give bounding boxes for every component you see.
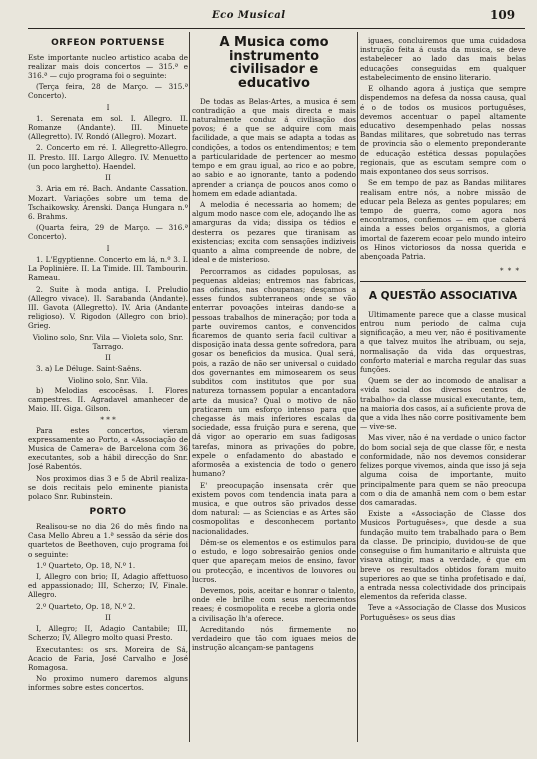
- paragraph: b) Melodias escocêsas. I. Flores campestres. II. Agradavel amanhecer de Maio. III. Giga. Gilson.: [28, 385, 188, 414]
- musica-article-continuation: [360, 36, 526, 261]
- header-rule: [28, 28, 525, 29]
- paragraph: 3. Aria em ré. Bach. Andante Cassation. Mozart. Variações sobre um tema de Tschaikowsky. Arenski. Dança Hungara n.º 6. Brahms.: [28, 184, 188, 222]
- section-rule: [360, 281, 526, 282]
- page-number: 109: [490, 8, 516, 22]
- paragraph: Violino solo, Snr. Vila.: [68, 375, 148, 385]
- paragraph: I, Allegro con brio; II, Adagio affettuoso ed appassionado; III, Scherzo; IV, Finale. Allegro.: [28, 571, 188, 600]
- paragraph: (Terça feira, 28 de Março. — 315.ª Concerto).: [28, 82, 188, 101]
- paragraph: I: [106, 102, 110, 112]
- paragraph: Ultimamente parece que a classe musical entrou num periodo de calma cuja significação, a meu ver, não é positivamente a que talvez muitos lhe atribuam, ou seja, normalisação da vida das orquestras, conforto material e marcha regular das suas funções.: [360, 309, 526, 374]
- paragraph: 2. Concerto em ré. I. Allegretto-Allegro. II. Presto. III. Largo Allegro. IV. Menuetto (un poco larghetto). Haendel.: [28, 143, 188, 171]
- paragraph: I, Allegro; II, Adagio Cantabile; III, Scherzo; IV, Allegro molto quasi Presto.: [28, 624, 188, 643]
- paragraph: iguaes, concluiremos que uma cuidadosa instrução feita á custa da musica, se deve estabelecer ao lado das mais belas educações conseguidas em qualquer estabelecimento de ensino literario.: [360, 36, 526, 82]
- column-divider-right: [357, 32, 358, 742]
- paragraph: 2.º Quarteto, Op. 18, N.º 2.: [36, 601, 136, 611]
- paragraph: Devemos, pois, aceitar e honrar o talento, onde ele brilhe com seus merecimentos reaes; é cosmopolita e recebe a gloria onde a civilisação lh'a oferece.: [192, 585, 356, 623]
- paragraph: Se em tempo de paz as Bandas militares realisam entre nós, a nobre missão de educar pela Beleza as gentes populares; em tempo de guerra, como agora nos encontramos, confiemos — em que caberá ainda a esses belos organismos, a gloria imortal de fazerem ecoar pelo mundo inteiro os Hinos victoriosos da nossa querida e abençoada Patria.: [360, 178, 526, 262]
- paragraph: II: [105, 612, 111, 622]
- paragraph: 1. Serenata em sol. I. Allegro. II. Romanze (Andante). III. Minuete (Allegretto). IV. Rondó (Allegro). Mozart.: [28, 113, 188, 142]
- paragraph: Percorramos as cidades populosas, as pequenas aldeias; entremos nas fabricas, nas oficinas, nas choupanas; desçamos a esses fundos subterraneos onde se vão enterrar povoações inteiras dando-se a pessoas trabalhos de mineração; por toda a parte ouviremos cantos, e convencidos ficaremos de quanto seria facil cultivar a disposição inata dessa gente sofredora, para gosar os beneficios da musica. Qual será, pois, a razão de não ser universal o cuidado dos governantes em mimosearem os seus subditos com institutos que por sua natureza tornassem popular a encantadora arte da musica? Qual o motivo de não praticarem um esforço intenso para que chegasse ás mais inferiores escalas da sociedade, essa fruição pura e serena, que dá vigor ao operario em suas fadigosas tarefas, minora as privações do pobre, expele o enfadamento do abastado e aformosêa a existencia de todo o genero humano?: [192, 266, 356, 479]
- column-middle: [192, 36, 356, 740]
- paragraph: Executantes: os srs. Moreira de Sá, Acacio de Faria, José Carvalho e José Romagosa.: [28, 644, 188, 672]
- paragraph: Para estes concertos, vieram expressamente ao Porto, a «Associação de Musica de Camera» de Barcelona com 36 executantes, sob a hábil direcção do Snr. José Rabentós.: [28, 425, 188, 472]
- paragraph: Violino solo, Snr. Vila — Violeta solo, Snr. Tarrago.: [32, 332, 184, 351]
- paragraph: De todas as Belas-Artes, a musica é sem contradição a que mais directa e mais naturalmente conduz á civilisação dos povos; é a que se adquire com mais facilidade, a que mais se adapta a todas as condições, a todos os entendimentos; e tem a particularidade de pertencer ao mesmo tempo e em grau igual, ao rico e ao pobre, ao sabio e ao ignorante, tanto a podendo aprender a criança de poucos anos como o homem em edade adiantada.: [192, 96, 356, 198]
- section-title-porto: PORTO: [89, 507, 127, 518]
- column-right: [360, 36, 526, 740]
- paragraph: II: [105, 173, 111, 183]
- running-title: Eco Musical: [212, 10, 286, 21]
- porto-article-body: [28, 522, 188, 693]
- paragraph: 2. Suite à moda antiga. I. Preludio (Allegro vivace). II. Sarabanda (Andante). III. Gavota (Allegretto). IV. Aria (Andante religioso). V. Rigodon (Allegro con brio). Grieg.: [28, 284, 188, 331]
- paragraph: E' preocupação insensata crêr que existem povos com tendencia inata para a musica, e que outros são privados desse dom natural: — as Sciencias e as Artes são cosmopolitas e desconhecem portanto nacionalidades.: [192, 480, 356, 536]
- paragraph: Mas viver, não é na verdade o unico factor do bom social seja de que classe fôr, e nesta conformidade, não nos devemos considerar felizes porque vivemos, ainda que isso já seja alguma coisa de importante, muito principalmente para quem se não preocupa com o dia de amanhã nem com o bem estar dos camaradas.: [360, 433, 526, 508]
- musica-article-body: [192, 97, 356, 653]
- paragraph: Teve a «Associação de Classe dos Musicos Portuguêses» os seus dias: [360, 603, 526, 622]
- section-title-orfeon: ORFEON PORTUENSE: [51, 38, 165, 48]
- section-separator-stars: * * *: [500, 267, 520, 276]
- paragraph: 3. a) Le Déluge. Saint-Saëns.: [36, 364, 142, 374]
- paragraph: No proximo numero daremos alguns informes sobre estes concertos.: [28, 674, 188, 693]
- paragraph: Realisou-se no dia 26 do mês findo na Casa Mello Abreu a 1.ª sessão da série dos quartetos de Beethoven, cujo programa foi o seguinte:: [28, 521, 188, 559]
- paragraph: Dêm-se os elementos e os estimulos para o estudo, e logo sobresairão genios onde quer que apareçam meios de ensino, favor ou protecção, e incentivos de louvores ou lucros.: [192, 537, 356, 584]
- article-title-musica: A Musica como instrumento civilisador e educativo: [219, 36, 329, 91]
- paragraph: A melodia é necessaria ao homem; de algum modo nasce com ele, adoçando lhe as amarguras da vida; dissipa os tédios e desterra os pezares que tiranisam as existencias; excita com sensações indiziveis quanto a alma compreende de nobre, de ideal e de misterioso.: [192, 199, 356, 265]
- column-divider-left: [189, 32, 190, 742]
- paragraph: Este importante nucleo artistico acaba de realizar mais dois concertos — 315.ª e 316.ª — cujo programa foi o seguinte:: [28, 52, 188, 80]
- paragraph: 1.º Quarteto, Op. 18, N.º 1.: [36, 560, 136, 570]
- questao-article-body: [360, 310, 526, 622]
- paragraph: Acreditando nós firmemente no verdadeiro que tão com iguaes meios de instrução alcançam-se pantagens: [192, 624, 356, 653]
- page-header: [0, 4, 537, 26]
- article-title-questao: A QUESTÃO ASSOCIATIVA: [368, 290, 518, 303]
- paragraph: I: [106, 243, 110, 253]
- paragraph: 1. L'Egyptienne. Concerto em lá, n.º 3. I. La Poplinière. II. La Timide. III. Tambourin. Rameau.: [28, 254, 188, 283]
- paragraph: Nos proximos dias 3 e 5 de Abril realiza-se dois recitais pelo eminente pianista polaco Snr. Rubinstein.: [28, 473, 188, 502]
- paragraph: Existe a «Associação de Classe dos Musicos Portuguêses», que desde a sua fundação muito tem trabalhado para o Bem da classe. De principio, duvidou-se de que conseguise o fim humanitario e altruista que visava atingir, mas a verdade, é que em breve os resultados obtidos foram muito superiores ao que se tinha profetisado e daí, a entrada nessa colectividade dos principais elementos da referida classe.: [360, 509, 526, 602]
- paragraph: (Quarta feira, 29 de Março. — 316.ª Concerto).: [28, 223, 188, 242]
- column-left: [28, 36, 188, 740]
- paragraph: Quem se der ao incomodo de analisar a «vida social dos diversos centros de trabalho» da classe musical executante, tem, na maioria dos casos, aí a suficiente prova de que a vida lhes não corre positivamente bem — vive-se.: [360, 376, 526, 432]
- paragraph: II: [105, 353, 111, 363]
- paragraph: E olhando agora á justiça que sempre dispendemos na defesa da nossa causa, qual é o de todos os musicos portuguêses, devemos accentuar o papel altamente educativo desempenhado pelas nossas Bandas militares, que sobretudo nas terras de provincia são o elemento preponderante de educação estética dessas populações regionais, que as escutam sempre com o mais expontaneo dos seus sorrisos.: [360, 84, 526, 177]
- paragraph: * * *: [100, 415, 116, 425]
- orfeon-article-body: [28, 53, 188, 502]
